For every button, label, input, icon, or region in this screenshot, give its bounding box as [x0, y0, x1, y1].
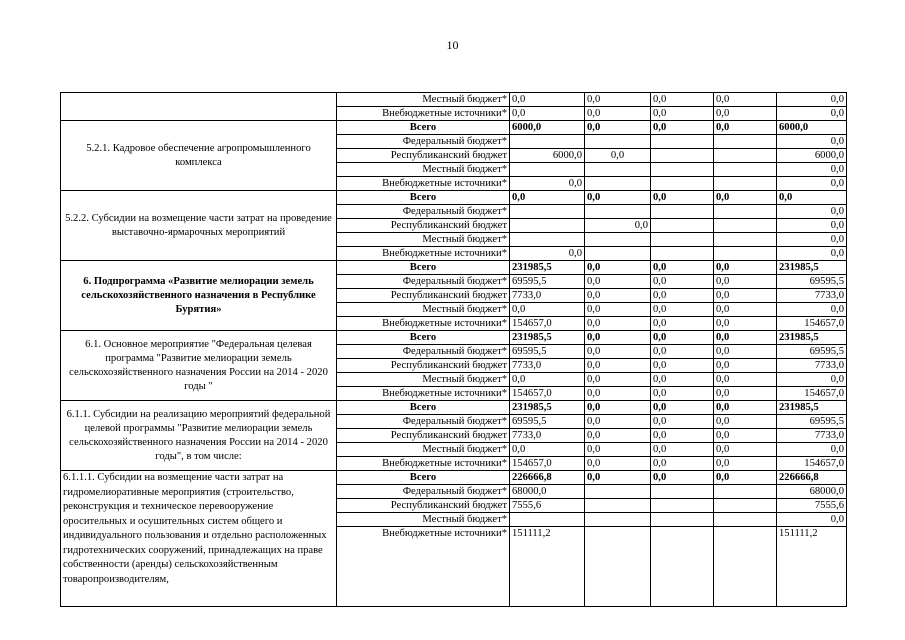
amount-cell — [714, 205, 777, 219]
amount-cell — [585, 135, 651, 149]
amount-cell: 0,0 — [651, 359, 714, 373]
amount-cell: 0,0 — [585, 107, 651, 121]
amount-cell: 154657,0 — [777, 317, 847, 331]
amount-cell: 0,0 — [651, 191, 714, 205]
amount-cell — [585, 485, 651, 499]
amount-cell: 0,0 — [651, 121, 714, 135]
amount-cell: 0,0 — [714, 275, 777, 289]
amount-cell: 69595,5 — [510, 275, 585, 289]
amount-cell: 0,0 — [777, 373, 847, 387]
amount-cell — [714, 247, 777, 261]
amount-cell: 0,0 — [585, 443, 651, 457]
funding-source: Всего — [337, 471, 510, 485]
amount-cell — [585, 205, 651, 219]
amount-cell: 0,0 — [777, 219, 847, 233]
amount-cell: 6000,0 — [510, 149, 585, 163]
funding-source: Республиканский бюджет — [337, 359, 510, 373]
item-description: 6.1.1. Субсидии на реализацию мероприятий федеральной целевой программы "Развитие мелиорации земель сельскохозяйственного назначения России на 2014 - 2020 годы", в том числе: — [61, 401, 337, 471]
amount-cell — [651, 135, 714, 149]
amount-cell — [651, 527, 714, 607]
amount-cell: 7733,0 — [510, 289, 585, 303]
funding-source: Республиканский бюджет — [337, 499, 510, 513]
amount-cell: 0,0 — [585, 359, 651, 373]
funding-source: Федеральный бюджет* — [337, 345, 510, 359]
amount-cell — [651, 149, 714, 163]
amount-cell: 0,0 — [585, 219, 651, 233]
amount-cell: 0,0 — [651, 261, 714, 275]
amount-cell — [510, 163, 585, 177]
amount-cell — [585, 233, 651, 247]
amount-cell — [714, 233, 777, 247]
funding-source: Федеральный бюджет* — [337, 485, 510, 499]
amount-cell: 0,0 — [777, 233, 847, 247]
amount-cell: 0,0 — [585, 191, 651, 205]
funding-source: Местный бюджет* — [337, 443, 510, 457]
amount-cell: 0,0 — [714, 261, 777, 275]
amount-cell: 0,0 — [510, 177, 585, 191]
amount-cell: 0,0 — [651, 317, 714, 331]
amount-cell: 0,0 — [777, 513, 847, 527]
amount-cell: 0,0 — [777, 205, 847, 219]
amount-cell: 0,0 — [585, 345, 651, 359]
funding-source: Внебюджетные источники* — [337, 177, 510, 191]
amount-cell: 0,0 — [585, 471, 651, 485]
amount-cell — [585, 513, 651, 527]
funding-source: Республиканский бюджет — [337, 429, 510, 443]
amount-cell: 0,0 — [651, 415, 714, 429]
amount-cell — [714, 163, 777, 177]
amount-cell: 0,0 — [651, 107, 714, 121]
amount-cell: 154657,0 — [777, 457, 847, 471]
amount-cell — [585, 247, 651, 261]
amount-cell: 0,0 — [651, 401, 714, 415]
amount-cell: 231985,5 — [777, 261, 847, 275]
amount-cell — [651, 485, 714, 499]
amount-cell — [714, 485, 777, 499]
amount-cell: 0,0 — [651, 331, 714, 345]
funding-source: Внебюджетные источники* — [337, 107, 510, 121]
amount-cell: 0,0 — [585, 415, 651, 429]
amount-cell: 0,0 — [714, 191, 777, 205]
item-description: 6.1.1.1. Субсидии на возмещение части затрат на гидромелиоративные мероприятия (строительство, реконструкция и техническое перевооружение оросительных и осушительных систем общего и индивидуального пользования и отдельно расположенных гидротехнических сооружений, принадлежащих на праве собственности (аренды) сельскохозяйственным товаропроизводителям, — [61, 471, 337, 607]
total-row — [61, 191, 847, 205]
amount-cell: 0,0 — [651, 373, 714, 387]
funding-source: Местный бюджет* — [337, 93, 510, 107]
amount-cell: 0,0 — [585, 373, 651, 387]
budget-table-body — [61, 93, 847, 607]
amount-cell: 231985,5 — [777, 331, 847, 345]
amount-cell: 0,0 — [585, 93, 651, 107]
item-description — [61, 93, 337, 121]
amount-cell: 0,0 — [585, 261, 651, 275]
total-row — [61, 261, 847, 275]
amount-cell: 0,0 — [585, 429, 651, 443]
amount-cell: 0,0 — [714, 107, 777, 121]
amount-cell — [714, 499, 777, 513]
amount-cell: 0,0 — [651, 289, 714, 303]
amount-cell — [585, 527, 651, 607]
amount-cell: 7733,0 — [777, 429, 847, 443]
amount-cell: 231985,5 — [510, 401, 585, 415]
amount-cell: 0,0 — [651, 303, 714, 317]
amount-cell: 6000,0 — [777, 149, 847, 163]
amount-cell: 0,0 — [651, 345, 714, 359]
amount-cell: 7733,0 — [777, 359, 847, 373]
amount-cell: 0,0 — [777, 303, 847, 317]
amount-cell — [510, 205, 585, 219]
amount-cell — [585, 499, 651, 513]
funding-source: Внебюджетные источники* — [337, 527, 510, 607]
funding-source: Внебюджетные источники* — [337, 317, 510, 331]
amount-cell: 0,0 — [714, 387, 777, 401]
amount-cell: 6000,0 — [510, 121, 585, 135]
amount-cell: 0,0 — [651, 93, 714, 107]
amount-cell — [714, 149, 777, 163]
funding-source: Местный бюджет* — [337, 163, 510, 177]
amount-cell — [651, 499, 714, 513]
amount-cell: 0,0 — [651, 443, 714, 457]
amount-cell: 0,0 — [585, 303, 651, 317]
total-row — [61, 121, 847, 135]
amount-cell: 7733,0 — [777, 289, 847, 303]
amount-cell: 0,0 — [510, 107, 585, 121]
funding-source: Местный бюджет* — [337, 233, 510, 247]
amount-cell — [714, 135, 777, 149]
amount-cell: 7733,0 — [510, 429, 585, 443]
total-row — [61, 401, 847, 415]
amount-cell: 154657,0 — [510, 387, 585, 401]
funding-source: Всего — [337, 401, 510, 415]
amount-cell: 7555,6 — [510, 499, 585, 513]
amount-cell: 0,0 — [714, 443, 777, 457]
amount-cell — [714, 513, 777, 527]
amount-cell: 0,0 — [651, 429, 714, 443]
amount-cell: 0,0 — [714, 401, 777, 415]
amount-cell: 6000,0 — [777, 121, 847, 135]
amount-cell: 0,0 — [777, 191, 847, 205]
funding-source: Федеральный бюджет* — [337, 205, 510, 219]
amount-cell: 0,0 — [585, 401, 651, 415]
amount-cell: 0,0 — [510, 247, 585, 261]
amount-cell — [651, 233, 714, 247]
amount-cell: 0,0 — [651, 387, 714, 401]
amount-cell — [714, 527, 777, 607]
amount-cell: 0,0 — [714, 429, 777, 443]
amount-cell: 0,0 — [585, 317, 651, 331]
amount-cell: 154657,0 — [510, 317, 585, 331]
amount-cell: 69595,5 — [777, 345, 847, 359]
amount-cell: 69595,5 — [777, 275, 847, 289]
amount-cell — [585, 163, 651, 177]
funding-source: Местный бюджет* — [337, 373, 510, 387]
amount-cell: 0,0 — [777, 247, 847, 261]
amount-cell: 0,0 — [714, 359, 777, 373]
amount-cell: 0,0 — [651, 471, 714, 485]
amount-cell: 0,0 — [585, 289, 651, 303]
amount-cell: 0,0 — [714, 471, 777, 485]
amount-cell: 0,0 — [714, 317, 777, 331]
amount-cell: 0,0 — [585, 457, 651, 471]
funding-source: Внебюджетные источники* — [337, 247, 510, 261]
funding-source: Республиканский бюджет — [337, 149, 510, 163]
amount-cell — [510, 219, 585, 233]
funding-source: Внебюджетные источники* — [337, 457, 510, 471]
funding-source: Местный бюджет* — [337, 513, 510, 527]
amount-cell: 68000,0 — [510, 485, 585, 499]
amount-cell: 0,0 — [714, 345, 777, 359]
amount-cell: 0,0 — [777, 93, 847, 107]
funding-source: Внебюджетные источники* — [337, 387, 510, 401]
amount-cell: 0,0 — [510, 443, 585, 457]
funding-source: Всего — [337, 191, 510, 205]
amount-cell — [651, 205, 714, 219]
funding-source: Республиканский бюджет — [337, 289, 510, 303]
amount-cell: 7555,6 — [777, 499, 847, 513]
amount-cell: 231985,5 — [510, 331, 585, 345]
item-description: 6.1. Основное мероприятие "Федеральная целевая программа "Развитие мелиорации земель сельскохозяйственного назначения России на 2014 - 2020 годы " — [61, 331, 337, 401]
amount-cell: 0,0 — [714, 373, 777, 387]
amount-cell: 231985,5 — [777, 401, 847, 415]
funding-source: Федеральный бюджет* — [337, 415, 510, 429]
item-description: 5.2.2. Субсидии на возмещение части затрат на проведение выставочно-ярмарочных мероприятий — [61, 191, 337, 261]
funding-source: Всего — [337, 261, 510, 275]
amount-cell: 226666,8 — [777, 471, 847, 485]
table-row — [61, 93, 847, 107]
funding-source: Всего — [337, 121, 510, 135]
amount-cell — [651, 219, 714, 233]
amount-cell: 0,0 — [585, 275, 651, 289]
amount-cell: 0,0 — [585, 387, 651, 401]
amount-cell: 154657,0 — [777, 387, 847, 401]
amount-cell: 0,0 — [714, 415, 777, 429]
amount-cell: 151111,2 — [510, 527, 585, 607]
amount-cell: 0,0 — [714, 457, 777, 471]
amount-cell — [510, 513, 585, 527]
amount-cell: 0,0 — [585, 121, 651, 135]
funding-source: Федеральный бюджет* — [337, 275, 510, 289]
amount-cell: 0,0 — [777, 135, 847, 149]
amount-cell: 0,0 — [777, 163, 847, 177]
amount-cell: 0,0 — [510, 93, 585, 107]
amount-cell: 0,0 — [510, 191, 585, 205]
amount-cell: 0,0 — [651, 457, 714, 471]
amount-cell: 0,0 — [510, 373, 585, 387]
amount-cell: 0,0 — [585, 331, 651, 345]
budget-table — [60, 92, 847, 607]
amount-cell: 68000,0 — [777, 485, 847, 499]
amount-cell — [651, 177, 714, 191]
amount-cell: 0,0 — [777, 177, 847, 191]
amount-cell — [714, 177, 777, 191]
amount-cell: 226666,8 — [510, 471, 585, 485]
amount-cell: 0,0 — [651, 275, 714, 289]
amount-cell: 0,0 — [714, 93, 777, 107]
amount-cell — [651, 513, 714, 527]
amount-cell: 154657,0 — [510, 457, 585, 471]
funding-source: Федеральный бюджет* — [337, 135, 510, 149]
total-row — [61, 471, 847, 485]
total-row — [61, 331, 847, 345]
amount-cell: 0,0 — [714, 331, 777, 345]
amount-cell — [714, 219, 777, 233]
amount-cell — [585, 177, 651, 191]
funding-source: Всего — [337, 331, 510, 345]
amount-cell — [510, 135, 585, 149]
page-number: 10 — [446, 38, 459, 52]
amount-cell: 0,0 — [714, 303, 777, 317]
amount-cell: 0,0 — [714, 121, 777, 135]
amount-cell: 0,0 — [777, 443, 847, 457]
funding-source: Местный бюджет* — [337, 303, 510, 317]
item-description: 5.2.1. Кадровое обеспечение агропромышленного комплекса — [61, 121, 337, 191]
amount-cell — [651, 247, 714, 261]
amount-cell: 7733,0 — [510, 359, 585, 373]
amount-cell: 0,0 — [777, 107, 847, 121]
item-description: 6. Подпрограмма «Развитие мелиорации земель сельскохозяйственного назначения в Республике Бурятия» — [61, 261, 337, 331]
amount-cell: 0,0 — [510, 303, 585, 317]
amount-cell: 69595,5 — [510, 345, 585, 359]
funding-source: Республиканский бюджет — [337, 219, 510, 233]
amount-cell: 0,0 — [714, 289, 777, 303]
amount-cell — [651, 163, 714, 177]
amount-cell: 69595,5 — [510, 415, 585, 429]
amount-cell — [510, 233, 585, 247]
amount-cell: 151111,2 — [777, 527, 847, 607]
amount-cell: 69595,5 — [777, 415, 847, 429]
amount-cell: 231985,5 — [510, 261, 585, 275]
amount-cell: 0,0 — [585, 149, 651, 163]
